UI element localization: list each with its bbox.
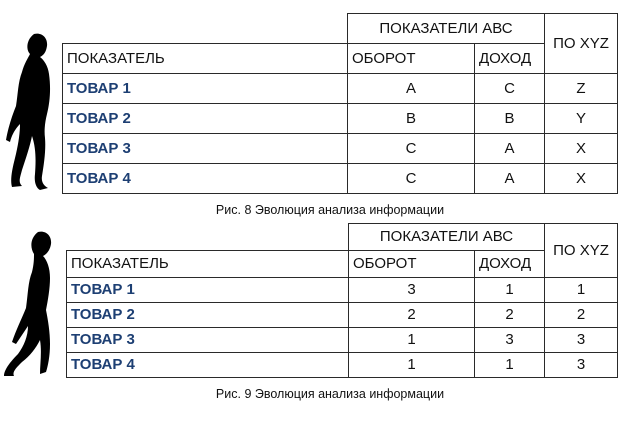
xyz-value: 3 — [545, 353, 618, 378]
item-name: ТОВАР 4 — [67, 353, 349, 378]
column-header-turnover: ОБОРОТ — [349, 251, 475, 278]
income-value: C — [475, 74, 545, 104]
item-name: ТОВАР 1 — [67, 278, 349, 303]
group-header-abc: ПОКАЗАТЕЛИ АВС — [349, 224, 545, 251]
item-name: ТОВАР 2 — [63, 104, 348, 134]
xyz-value: X — [545, 164, 618, 194]
turnover-value: C — [348, 134, 475, 164]
item-name: ТОВАР 3 — [67, 328, 349, 353]
table-row — [63, 164, 618, 194]
income-value: 2 — [475, 303, 545, 328]
turnover-value: C — [348, 164, 475, 194]
xyz-value: Y — [545, 104, 618, 134]
xyz-value: 2 — [545, 303, 618, 328]
empty-cell — [63, 14, 348, 44]
income-value: 1 — [475, 278, 545, 303]
column-header-turnover: ОБОРОТ — [348, 44, 475, 74]
table-row — [67, 328, 618, 353]
income-value: 1 — [475, 353, 545, 378]
table-row — [63, 104, 618, 134]
turnover-value: A — [348, 74, 475, 104]
table-group-header-row — [67, 224, 618, 251]
xyz-value: Z — [545, 74, 618, 104]
column-header-xyz: ПО XYZ — [545, 14, 618, 74]
figure-caption: Рис. 9 Эволюция анализа информации — [215, 387, 445, 401]
item-name: ТОВАР 3 — [63, 134, 348, 164]
empty-cell — [67, 224, 349, 251]
item-name: ТОВАР 1 — [63, 74, 348, 104]
table-header-row — [67, 251, 618, 278]
table-row — [67, 303, 618, 328]
column-header-income: ДОХОД — [475, 251, 545, 278]
turnover-value: 2 — [349, 303, 475, 328]
abc-table — [66, 223, 618, 378]
column-header-xyz: ПО XYZ — [545, 224, 618, 278]
figure-caption: Рис. 8 Эволюция анализа информации — [215, 203, 445, 217]
xyz-value: X — [545, 134, 618, 164]
column-header-indicator: ПОКАЗАТЕЛЬ — [67, 251, 349, 278]
turnover-value: B — [348, 104, 475, 134]
income-value: A — [475, 164, 545, 194]
column-header-indicator: ПОКАЗАТЕЛЬ — [63, 44, 348, 74]
table-row — [63, 134, 618, 164]
abc-table — [62, 13, 618, 194]
hominid-silhouette-icon — [0, 228, 66, 380]
xyz-value: 1 — [545, 278, 618, 303]
income-value: B — [475, 104, 545, 134]
turnover-value: 1 — [349, 353, 475, 378]
table-group-header-row — [63, 14, 618, 44]
item-name: ТОВАР 2 — [67, 303, 349, 328]
turnover-value: 1 — [349, 328, 475, 353]
xyz-value: 3 — [545, 328, 618, 353]
turnover-value: 3 — [349, 278, 475, 303]
table-row — [67, 278, 618, 303]
column-header-income: ДОХОД — [475, 44, 545, 74]
table-header-row — [63, 44, 618, 74]
table-row — [63, 74, 618, 104]
income-value: A — [475, 134, 545, 164]
group-header-abc: ПОКАЗАТЕЛИ АВС — [348, 14, 545, 44]
hominid-silhouette-icon — [0, 30, 60, 195]
income-value: 3 — [475, 328, 545, 353]
table-row — [67, 353, 618, 378]
item-name: ТОВАР 4 — [63, 164, 348, 194]
